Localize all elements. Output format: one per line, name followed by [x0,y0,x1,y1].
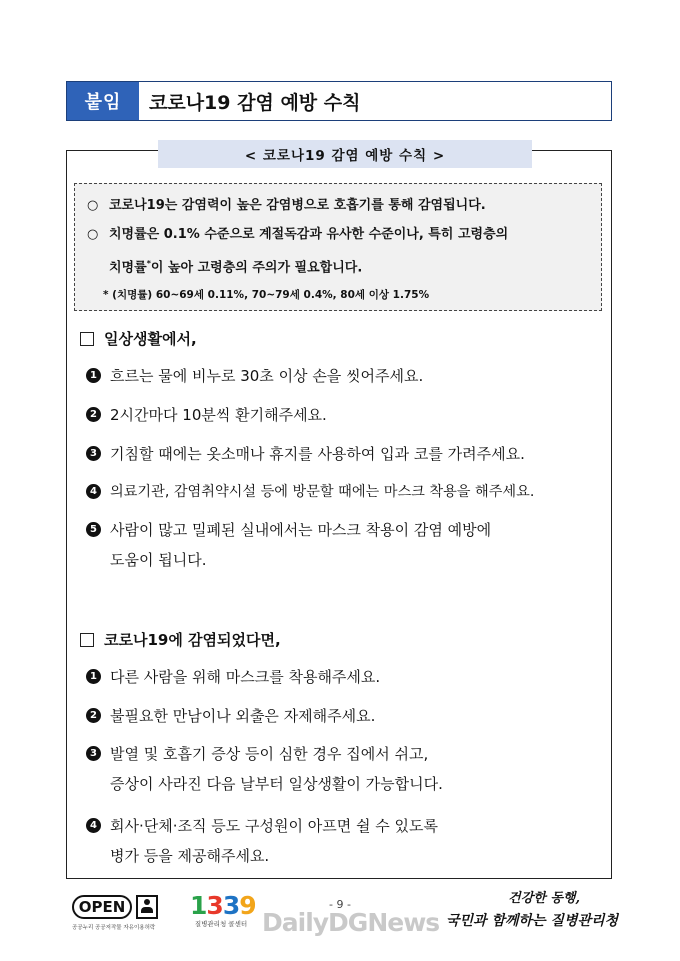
slogan-line-2: 국민과 함께하는 질병관리청 [446,913,619,929]
page-number: - 9 - [329,898,351,911]
list-item [86,815,438,867]
item-text: 기침할 때에는 옷소매나 휴지를 사용하여 입과 코를 가려주세요. [110,445,525,463]
list-item [86,743,443,795]
item-text: 흐르는 물에 비누로 30초 이상 손을 씻어주세요. [110,367,424,385]
number-badge-icon: 4 [86,484,101,499]
slogan-line-1: 건강한 동행, [508,891,580,906]
logo-caption: 질병관리청 콜센터 [194,920,248,928]
circle-bullet-icon: ○ [87,198,99,213]
item-text: 다른 사람을 위해 마스크를 착용해주세요. [110,668,381,686]
section-title: 일상생활에서, [104,330,197,348]
slogan-logo [446,887,619,937]
square-bullet-icon [80,332,94,346]
item-text: 불필요한 만남이나 외출은 자제해주세요. [110,707,376,725]
info-line-1 [87,191,593,220]
footnote-marker: * [146,259,151,268]
attachment-tag: 붙임 [67,82,139,120]
license-person-icon [136,895,158,919]
item-text-continued: 증상이 사라진 다음 날부터 일상생활이 가능합니다. [110,775,443,793]
number-badge-icon: 5 [86,522,101,537]
item-text: 의료기관, 감염취약시설 등에 방문할 때에는 마스크 착용을 해주세요. [110,484,535,500]
item-text-continued: 병가 등을 제공해주세요. [110,847,270,865]
section-daily-life [80,328,197,349]
number-badge-icon: 2 [86,708,101,723]
item-text: 2시간마다 10분씩 환기해주세요. [110,406,327,424]
circle-bullet-icon: ○ [87,227,99,242]
list-item [86,666,380,688]
subtitle-box: < 코로나19 감염 예방 수칙 > [158,140,532,168]
list-item [86,481,534,503]
number-badge-icon: 1 [86,669,101,684]
document-header [66,81,612,121]
list-item [86,404,327,426]
list-item [86,365,423,387]
info-box [74,183,602,311]
info-text-2: 치명률은 0.1% 수준으로 계절독감과 유사한 수준이나, 특히 고령층의 [109,227,509,242]
open-caption: 공공누리 공공저작물 자유이용허락 [72,925,156,931]
number-badge-icon: 2 [86,407,101,422]
info-line-3: 치명률*이 높아 고령층의 주의가 필요합니다. [109,259,363,276]
item-text: 발열 및 호흡기 증상 등이 심한 경우 집에서 쉬고, [110,745,429,763]
info-text-1: 코로나19는 감염력이 높은 감염병으로 호흡기를 통해 감염됩니다. [109,198,486,213]
item-text: 회사·단체·조직 등도 구성원이 아프면 쉴 수 있도록 [110,817,438,835]
item-text-continued: 도움이 됩니다. [110,551,207,569]
list-item [86,705,375,727]
info-line-2 [87,220,593,249]
document-title: 코로나19 감염 예방 수칙 [149,91,361,114]
section-title: 코로나19에 감염되었다면, [104,631,281,649]
number-badge-icon: 3 [86,746,101,761]
list-item [86,443,525,465]
call-center-1339-logo [190,891,256,934]
number-badge-icon: 1 [86,368,101,383]
item-text: 사람이 많고 밀폐된 실내에서는 마스크 착용이 감염 예방에 [110,521,492,539]
number-badge-icon: 4 [86,818,101,833]
fatality-note: * (치명률) 60~69세 0.11%, 70~79세 0.4%, 80세 이상 1.75% [103,289,430,302]
open-badge: OPEN [72,895,132,919]
watermark: DailyDGNews [262,908,440,937]
number-badge-icon: 3 [86,446,101,461]
section-if-infected [80,629,281,650]
logo-number: 1339 [190,891,256,920]
square-bullet-icon [80,633,94,647]
open-license-logo [72,894,178,934]
list-item [86,519,491,571]
